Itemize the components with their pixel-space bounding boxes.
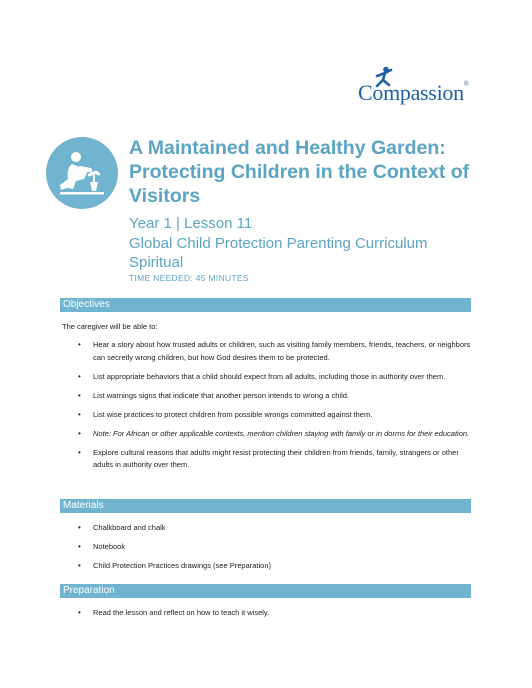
objectives-list [78, 339, 478, 478]
list-item: • Notebook [78, 541, 478, 554]
list-item: • Hear a story about how trusted adults or children, such as visiting family members, friends, teachers, or neighbors can secretly wrong children, but how God desires them to be protected. [78, 339, 478, 364]
lesson-title: A Maintained and Healthy Garden: Protecting Children in the Context of Visitors [129, 137, 470, 207]
compassion-logo [358, 66, 472, 110]
lesson-number: Year 1 | Lesson 11 [129, 215, 253, 232]
list-item: • Chalkboard and chalk [78, 522, 478, 535]
lesson-category: Spiritual [129, 254, 184, 271]
curriculum-name: Global Child Protection Parenting Curriculum [129, 235, 428, 252]
list-item: • Child Protection Practices drawings (see Preparation) [78, 560, 478, 573]
preparation-list [78, 607, 478, 626]
list-item: • Note: For African or other applicable contexts, mention children staying with family or in dorms for their education. [78, 428, 478, 441]
time-needed: TIME NEEDED: 45 MINUTES [129, 273, 249, 283]
list-item: • List wise practices to protect children from possible wrongs committed against them. [78, 409, 478, 422]
list-item: • Explore cultural reasons that adults might resist protecting their children from friends, family, strangers or other adults in authority over them. [78, 447, 478, 472]
list-item: • Read the lesson and reflect on how to teach it wisely. [78, 607, 478, 620]
preparation-heading: Preparation [60, 584, 471, 598]
list-item: • List appropriate behaviors that a child should expect from all adults, including those in authority over them. [78, 371, 478, 384]
list-item: • List warnings signs that indicate that another person intends to wrong a child. [78, 390, 478, 403]
logo-trademark: ® [463, 80, 469, 88]
logo-wordmark: Compassion [358, 80, 464, 105]
objectives-heading: Objectives [60, 298, 471, 312]
materials-list [78, 522, 478, 579]
objectives-intro: The caregiver will be able to: [62, 322, 158, 331]
caregiver-with-plant-icon [46, 137, 118, 209]
materials-heading: Materials [60, 499, 471, 513]
